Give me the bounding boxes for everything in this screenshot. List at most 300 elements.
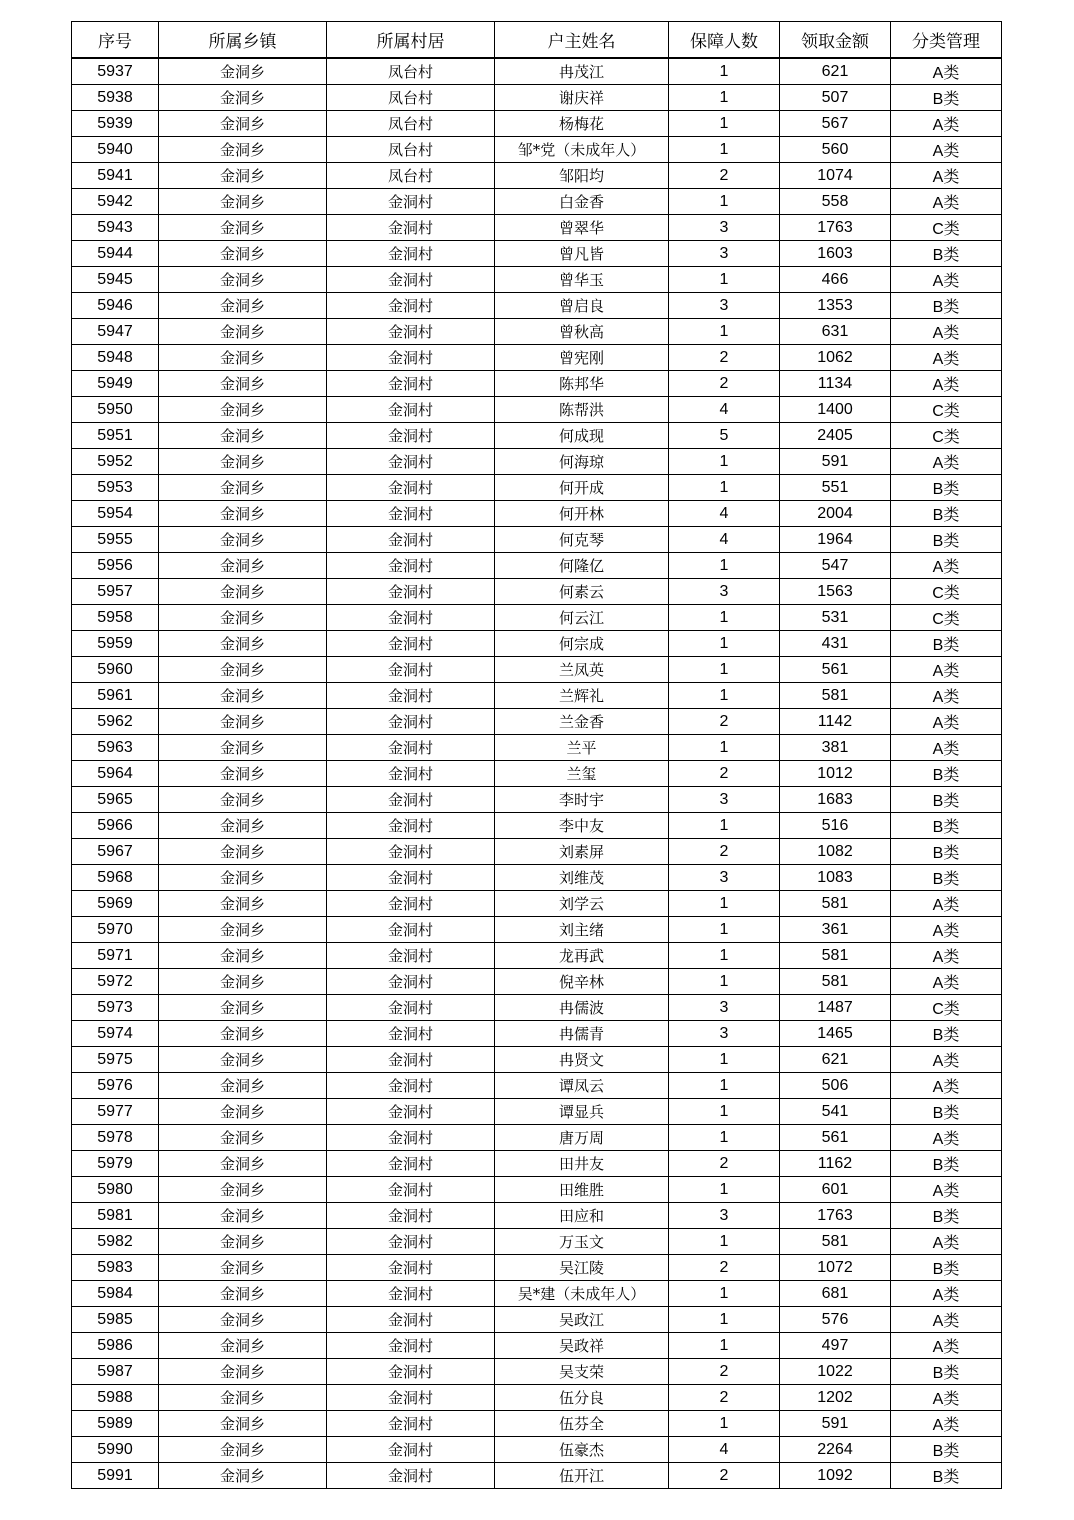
row-township: 金洞乡 (159, 163, 327, 189)
row-index: 5950 (72, 397, 159, 423)
row-amount: 1202 (780, 1385, 891, 1411)
row-index: 5981 (72, 1203, 159, 1229)
row-township: 金洞乡 (159, 1411, 327, 1437)
row-township: 金洞乡 (159, 865, 327, 891)
row-index: 5943 (72, 215, 159, 241)
row-category: B类 (891, 241, 1002, 267)
row-householder: 伍分良 (495, 1385, 669, 1411)
table-row (72, 423, 1002, 449)
row-covered-persons: 4 (669, 397, 780, 423)
row-category: C类 (891, 397, 1002, 423)
row-category: A类 (891, 917, 1002, 943)
row-householder: 吴政祥 (495, 1333, 669, 1359)
row-index: 5944 (72, 241, 159, 267)
row-householder: 兰玺 (495, 761, 669, 787)
row-village: 金洞村 (327, 1385, 495, 1411)
row-amount: 581 (780, 1229, 891, 1255)
row-category: A类 (891, 1125, 1002, 1151)
row-village: 金洞村 (327, 1229, 495, 1255)
table-row (72, 111, 1002, 137)
row-index: 5989 (72, 1411, 159, 1437)
table-row (72, 1281, 1002, 1307)
table-row (72, 85, 1002, 111)
row-covered-persons: 2 (669, 839, 780, 865)
row-covered-persons: 2 (669, 1385, 780, 1411)
row-township: 金洞乡 (159, 891, 327, 917)
row-index: 5945 (72, 267, 159, 293)
row-category: A类 (891, 1073, 1002, 1099)
row-amount: 567 (780, 111, 891, 137)
row-amount: 1092 (780, 1463, 891, 1489)
row-index: 5972 (72, 969, 159, 995)
row-amount: 497 (780, 1333, 891, 1359)
row-township: 金洞乡 (159, 1047, 327, 1073)
row-index: 5977 (72, 1099, 159, 1125)
row-category: B类 (891, 631, 1002, 657)
table-row (72, 605, 1002, 631)
row-amount: 1964 (780, 527, 891, 553)
row-township: 金洞乡 (159, 1385, 327, 1411)
row-index: 5968 (72, 865, 159, 891)
row-amount: 361 (780, 917, 891, 943)
row-village: 金洞村 (327, 475, 495, 501)
table-row (72, 553, 1002, 579)
table-row (72, 1047, 1002, 1073)
row-township: 金洞乡 (159, 111, 327, 137)
row-category: C类 (891, 215, 1002, 241)
row-township: 金洞乡 (159, 475, 327, 501)
table-row (72, 1073, 1002, 1099)
row-covered-persons: 1 (669, 657, 780, 683)
row-covered-persons: 1 (669, 605, 780, 631)
row-village: 金洞村 (327, 293, 495, 319)
row-village: 金洞村 (327, 683, 495, 709)
row-householder: 何成现 (495, 423, 669, 449)
row-township: 金洞乡 (159, 1463, 327, 1489)
row-category: A类 (891, 371, 1002, 397)
table-row (72, 267, 1002, 293)
row-amount: 558 (780, 189, 891, 215)
row-township: 金洞乡 (159, 293, 327, 319)
row-township: 金洞乡 (159, 553, 327, 579)
row-amount: 681 (780, 1281, 891, 1307)
row-index: 5961 (72, 683, 159, 709)
row-householder: 刘主绪 (495, 917, 669, 943)
row-amount: 1563 (780, 579, 891, 605)
row-index: 5956 (72, 553, 159, 579)
row-covered-persons: 1 (669, 1099, 780, 1125)
row-amount: 591 (780, 449, 891, 475)
row-covered-persons: 1 (669, 1411, 780, 1437)
row-index: 5938 (72, 85, 159, 111)
row-village: 金洞村 (327, 787, 495, 813)
table-row (72, 163, 1002, 189)
row-amount: 1062 (780, 345, 891, 371)
row-householder: 何海琼 (495, 449, 669, 475)
row-category: A类 (891, 657, 1002, 683)
row-category: A类 (891, 189, 1002, 215)
table-row (72, 1021, 1002, 1047)
row-covered-persons: 1 (669, 1333, 780, 1359)
header-householder: 户主姓名 (495, 22, 669, 59)
table-row (72, 1463, 1002, 1489)
row-covered-persons: 1 (669, 1073, 780, 1099)
row-index: 5954 (72, 501, 159, 527)
row-township: 金洞乡 (159, 527, 327, 553)
row-township: 金洞乡 (159, 735, 327, 761)
row-amount: 531 (780, 605, 891, 631)
row-index: 5985 (72, 1307, 159, 1333)
row-householder: 何开林 (495, 501, 669, 527)
row-village: 金洞村 (327, 241, 495, 267)
row-village: 金洞村 (327, 943, 495, 969)
row-amount: 560 (780, 137, 891, 163)
table-row (72, 449, 1002, 475)
row-covered-persons: 2 (669, 345, 780, 371)
row-covered-persons: 1 (669, 969, 780, 995)
row-householder: 兰平 (495, 735, 669, 761)
row-covered-persons: 2 (669, 163, 780, 189)
row-householder: 谭凤云 (495, 1073, 669, 1099)
row-township: 金洞乡 (159, 501, 327, 527)
row-village: 金洞村 (327, 761, 495, 787)
row-householder: 邹阳均 (495, 163, 669, 189)
row-category: A类 (891, 1411, 1002, 1437)
row-index: 5969 (72, 891, 159, 917)
row-township: 金洞乡 (159, 371, 327, 397)
row-covered-persons: 2 (669, 1255, 780, 1281)
row-index: 5988 (72, 1385, 159, 1411)
row-category: B类 (891, 787, 1002, 813)
row-village: 金洞村 (327, 1021, 495, 1047)
row-index: 5937 (72, 58, 159, 85)
row-covered-persons: 1 (669, 111, 780, 137)
row-category: A类 (891, 683, 1002, 709)
row-village: 金洞村 (327, 345, 495, 371)
row-category: A类 (891, 1385, 1002, 1411)
row-village: 金洞村 (327, 891, 495, 917)
row-index: 5955 (72, 527, 159, 553)
row-index: 5983 (72, 1255, 159, 1281)
row-category: B类 (891, 475, 1002, 501)
row-householder: 曾华玉 (495, 267, 669, 293)
table-row (72, 345, 1002, 371)
row-householder: 李中友 (495, 813, 669, 839)
row-covered-persons: 1 (669, 58, 780, 85)
row-category: B类 (891, 1255, 1002, 1281)
row-category: A类 (891, 1047, 1002, 1073)
row-covered-persons: 1 (669, 189, 780, 215)
row-covered-persons: 2 (669, 1359, 780, 1385)
row-category: B类 (891, 1099, 1002, 1125)
row-index: 5962 (72, 709, 159, 735)
row-township: 金洞乡 (159, 631, 327, 657)
row-index: 5964 (72, 761, 159, 787)
row-township: 金洞乡 (159, 1125, 327, 1151)
row-covered-persons: 1 (669, 137, 780, 163)
row-village: 金洞村 (327, 1203, 495, 1229)
row-index: 5941 (72, 163, 159, 189)
table-row (72, 839, 1002, 865)
row-township: 金洞乡 (159, 1099, 327, 1125)
row-householder: 谭显兵 (495, 1099, 669, 1125)
row-householder: 何克琴 (495, 527, 669, 553)
row-township: 金洞乡 (159, 449, 327, 475)
row-index: 5990 (72, 1437, 159, 1463)
row-category: A类 (891, 709, 1002, 735)
row-amount: 506 (780, 1073, 891, 1099)
row-township: 金洞乡 (159, 709, 327, 735)
row-village: 金洞村 (327, 189, 495, 215)
table-row (72, 1203, 1002, 1229)
table-row (72, 943, 1002, 969)
row-covered-persons: 2 (669, 371, 780, 397)
row-householder: 倪辛林 (495, 969, 669, 995)
row-householder: 龙再武 (495, 943, 669, 969)
row-category: B类 (891, 1151, 1002, 1177)
row-index: 5952 (72, 449, 159, 475)
row-amount: 581 (780, 969, 891, 995)
row-township: 金洞乡 (159, 137, 327, 163)
row-amount: 516 (780, 813, 891, 839)
row-householder: 伍豪杰 (495, 1437, 669, 1463)
row-index: 5982 (72, 1229, 159, 1255)
row-amount: 1763 (780, 215, 891, 241)
row-amount: 1683 (780, 787, 891, 813)
row-village: 金洞村 (327, 1307, 495, 1333)
row-category: B类 (891, 839, 1002, 865)
row-index: 5965 (72, 787, 159, 813)
row-township: 金洞乡 (159, 1021, 327, 1047)
table-row (72, 787, 1002, 813)
row-index: 5984 (72, 1281, 159, 1307)
row-index: 5970 (72, 917, 159, 943)
row-householder: 曾秋高 (495, 319, 669, 345)
row-covered-persons: 1 (669, 267, 780, 293)
row-category: B类 (891, 85, 1002, 111)
row-township: 金洞乡 (159, 1359, 327, 1385)
header-category: 分类管理 (891, 22, 1002, 59)
row-index: 5948 (72, 345, 159, 371)
row-village: 金洞村 (327, 813, 495, 839)
table-row (72, 501, 1002, 527)
row-category: B类 (891, 293, 1002, 319)
row-householder: 伍芬全 (495, 1411, 669, 1437)
assistance-table (71, 21, 1002, 1489)
row-village: 金洞村 (327, 371, 495, 397)
row-index: 5963 (72, 735, 159, 761)
row-householder: 吴支荣 (495, 1359, 669, 1385)
row-householder: 陈邦华 (495, 371, 669, 397)
table-row (72, 527, 1002, 553)
row-amount: 1072 (780, 1255, 891, 1281)
table-row (72, 1307, 1002, 1333)
row-amount: 601 (780, 1177, 891, 1203)
row-index: 5946 (72, 293, 159, 319)
row-township: 金洞乡 (159, 943, 327, 969)
row-index: 5974 (72, 1021, 159, 1047)
row-village: 金洞村 (327, 553, 495, 579)
table-body (72, 58, 1002, 1489)
row-householder: 曾启良 (495, 293, 669, 319)
row-amount: 631 (780, 319, 891, 345)
row-category: A类 (891, 345, 1002, 371)
row-covered-persons: 2 (669, 1463, 780, 1489)
row-amount: 561 (780, 657, 891, 683)
row-amount: 2405 (780, 423, 891, 449)
row-village: 凤台村 (327, 163, 495, 189)
row-township: 金洞乡 (159, 813, 327, 839)
row-covered-persons: 1 (669, 943, 780, 969)
table-row (72, 1385, 1002, 1411)
row-township: 金洞乡 (159, 761, 327, 787)
row-covered-persons: 3 (669, 1203, 780, 1229)
table-row (72, 1255, 1002, 1281)
row-category: A类 (891, 1229, 1002, 1255)
row-householder: 何开成 (495, 475, 669, 501)
row-householder: 何云江 (495, 605, 669, 631)
row-index: 5953 (72, 475, 159, 501)
row-amount: 466 (780, 267, 891, 293)
row-township: 金洞乡 (159, 1255, 327, 1281)
table-row (72, 969, 1002, 995)
row-covered-persons: 1 (669, 917, 780, 943)
table-row (72, 1125, 1002, 1151)
row-village: 金洞村 (327, 215, 495, 241)
row-amount: 1487 (780, 995, 891, 1021)
row-covered-persons: 4 (669, 501, 780, 527)
row-householder: 何隆亿 (495, 553, 669, 579)
table-row (72, 1099, 1002, 1125)
table-row (72, 813, 1002, 839)
row-covered-persons: 1 (669, 631, 780, 657)
row-amount: 1353 (780, 293, 891, 319)
table-row (72, 1229, 1002, 1255)
row-householder: 田应和 (495, 1203, 669, 1229)
row-category: A类 (891, 319, 1002, 345)
row-amount: 551 (780, 475, 891, 501)
row-village: 金洞村 (327, 1125, 495, 1151)
row-index: 5980 (72, 1177, 159, 1203)
row-township: 金洞乡 (159, 215, 327, 241)
row-village: 凤台村 (327, 137, 495, 163)
header-township: 所属乡镇 (159, 22, 327, 59)
row-householder: 唐万周 (495, 1125, 669, 1151)
row-covered-persons: 1 (669, 85, 780, 111)
row-village: 金洞村 (327, 319, 495, 345)
row-category: A类 (891, 1307, 1002, 1333)
row-township: 金洞乡 (159, 1177, 327, 1203)
row-village: 金洞村 (327, 657, 495, 683)
row-village: 金洞村 (327, 1359, 495, 1385)
row-village: 金洞村 (327, 1177, 495, 1203)
row-amount: 2264 (780, 1437, 891, 1463)
row-covered-persons: 1 (669, 1307, 780, 1333)
row-householder: 白金香 (495, 189, 669, 215)
row-householder: 刘素屏 (495, 839, 669, 865)
row-amount: 576 (780, 1307, 891, 1333)
row-covered-persons: 1 (669, 813, 780, 839)
row-village: 金洞村 (327, 267, 495, 293)
row-householder: 李时宇 (495, 787, 669, 813)
row-householder: 曾凡皆 (495, 241, 669, 267)
row-township: 金洞乡 (159, 839, 327, 865)
table-row (72, 761, 1002, 787)
row-index: 5958 (72, 605, 159, 631)
row-village: 金洞村 (327, 709, 495, 735)
row-amount: 1074 (780, 163, 891, 189)
row-amount: 1012 (780, 761, 891, 787)
table-row (72, 58, 1002, 85)
table-row (72, 657, 1002, 683)
row-covered-persons: 4 (669, 1437, 780, 1463)
row-village: 金洞村 (327, 1073, 495, 1099)
row-township: 金洞乡 (159, 605, 327, 631)
row-category: B类 (891, 1437, 1002, 1463)
row-category: C类 (891, 579, 1002, 605)
row-amount: 1083 (780, 865, 891, 891)
row-covered-persons: 1 (669, 319, 780, 345)
row-householder: 邹*党（未成年人） (495, 137, 669, 163)
row-category: B类 (891, 813, 1002, 839)
row-category: A类 (891, 1333, 1002, 1359)
table-row (72, 293, 1002, 319)
row-village: 金洞村 (327, 1099, 495, 1125)
table-row (72, 1359, 1002, 1385)
row-category: A类 (891, 137, 1002, 163)
row-village: 金洞村 (327, 1333, 495, 1359)
table-row (72, 891, 1002, 917)
row-householder: 冉儒青 (495, 1021, 669, 1047)
row-amount: 431 (780, 631, 891, 657)
table-row (72, 1333, 1002, 1359)
row-index: 5959 (72, 631, 159, 657)
row-category: A类 (891, 553, 1002, 579)
row-township: 金洞乡 (159, 969, 327, 995)
table-row (72, 995, 1002, 1021)
table-row (72, 1177, 1002, 1203)
row-amount: 381 (780, 735, 891, 761)
row-covered-persons: 5 (669, 423, 780, 449)
row-township: 金洞乡 (159, 241, 327, 267)
row-village: 金洞村 (327, 397, 495, 423)
header-index: 序号 (72, 22, 159, 59)
row-covered-persons: 3 (669, 787, 780, 813)
row-township: 金洞乡 (159, 58, 327, 85)
row-covered-persons: 3 (669, 865, 780, 891)
row-amount: 547 (780, 553, 891, 579)
table-row (72, 1151, 1002, 1177)
row-covered-persons: 1 (669, 553, 780, 579)
row-covered-persons: 3 (669, 995, 780, 1021)
row-township: 金洞乡 (159, 85, 327, 111)
row-covered-persons: 2 (669, 709, 780, 735)
row-amount: 1465 (780, 1021, 891, 1047)
row-category: A类 (891, 111, 1002, 137)
row-category: A类 (891, 58, 1002, 85)
row-amount: 1603 (780, 241, 891, 267)
row-householder: 杨梅花 (495, 111, 669, 137)
row-covered-persons: 1 (669, 735, 780, 761)
header-amount: 领取金额 (780, 22, 891, 59)
row-township: 金洞乡 (159, 189, 327, 215)
header-covered-persons: 保障人数 (669, 22, 780, 59)
row-amount: 581 (780, 683, 891, 709)
row-householder: 兰凤英 (495, 657, 669, 683)
row-index: 5940 (72, 137, 159, 163)
row-township: 金洞乡 (159, 1307, 327, 1333)
row-amount: 581 (780, 943, 891, 969)
